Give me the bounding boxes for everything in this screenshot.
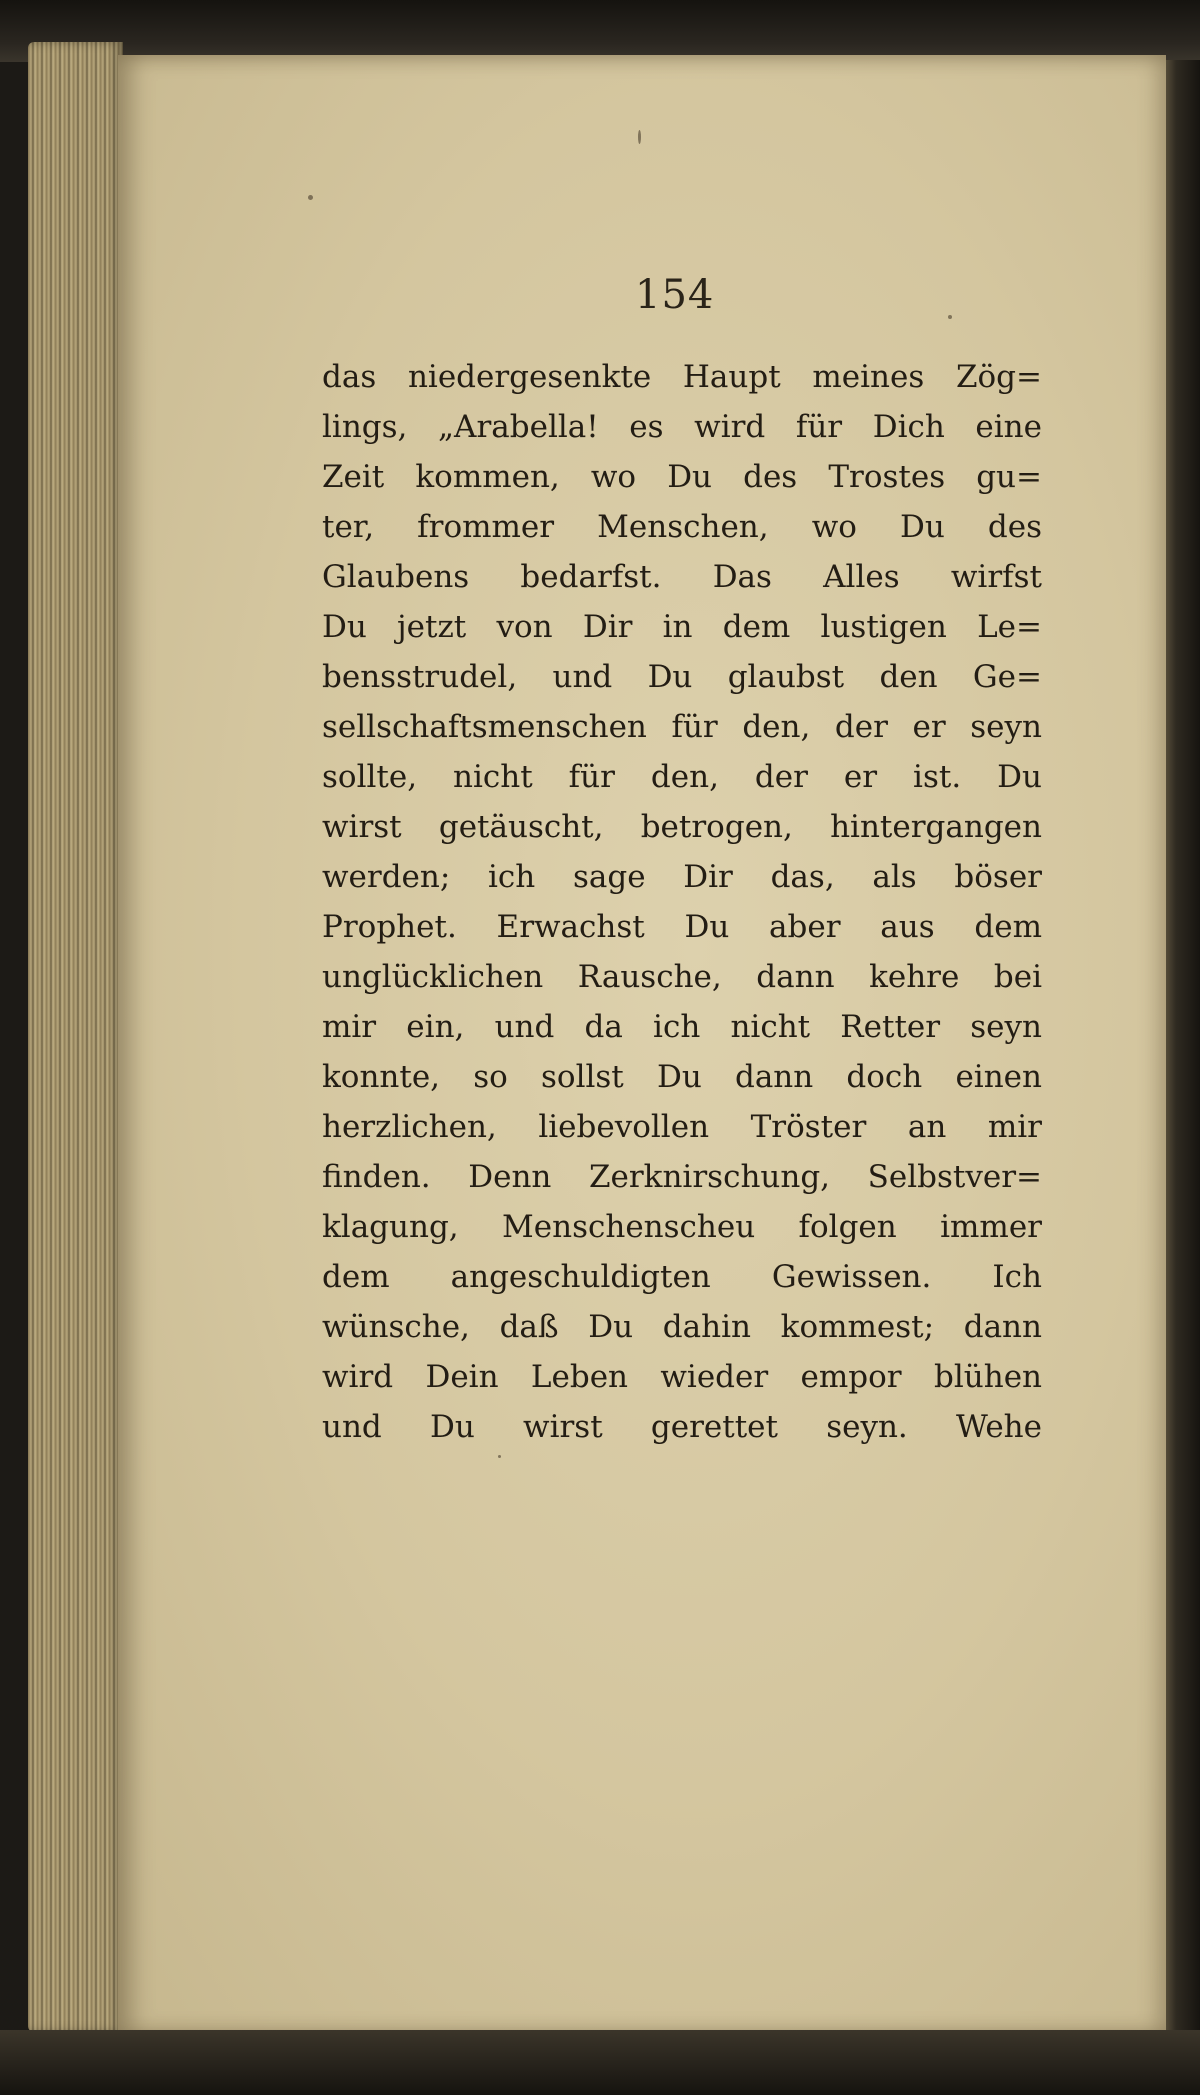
text-line: Du jetzt von Dir in dem lustigen Le=: [322, 609, 1042, 645]
text-line: das niedergesenkte Haupt meines Zög=: [322, 359, 1042, 395]
text-line: konnte, so sollst Du dann doch einen: [322, 1059, 1042, 1095]
text-line: wird Dein Leben wieder empor blühen: [322, 1359, 1042, 1395]
page-edges: [28, 42, 123, 2032]
book-cover-edge: [0, 0, 1200, 62]
text-line: wirst getäuscht, betrogen, hintergangen: [322, 809, 1042, 845]
text-line: Prophet. Erwachst Du aber aus dem: [322, 909, 1042, 945]
text-line: werden; ich sage Dir das, als böser: [322, 859, 1042, 895]
text-line: finden. Denn Zerknirschung, Selbstver=: [322, 1159, 1042, 1195]
text-line: wünsche, daß Du dahin kommest; dann: [322, 1309, 1042, 1345]
bottom-edge-shadow: [0, 2030, 1200, 2095]
text-line: und Du wirst gerettet seyn. Wehe: [322, 1409, 1042, 1445]
text-line: unglücklichen Rausche, dann kehre bei: [322, 959, 1042, 995]
page-number: 154: [635, 272, 715, 318]
text-line: Glaubens bedarfst. Das Alles wirfst: [322, 559, 1042, 595]
text-line: klagung, Menschenscheu folgen immer: [322, 1209, 1042, 1245]
text-line: herzlichen, liebevollen Tröster an mir: [322, 1109, 1042, 1145]
text-line: sollte, nicht für den, der er ist. Du: [322, 759, 1042, 795]
text-line: dem angeschuldigten Gewissen. Ich: [322, 1259, 1042, 1295]
text-line: sellschaftsmenschen für den, der er seyn: [322, 709, 1042, 745]
text-line: mir ein, und da ich nicht Retter seyn: [322, 1009, 1042, 1045]
text-line: Zeit kommen, wo Du des Trostes gu=: [322, 459, 1042, 495]
paper-speck: [638, 130, 641, 144]
body-text: [322, 352, 1042, 1452]
spine-shadow: [1160, 60, 1200, 2035]
paper-speck: [308, 195, 313, 200]
text-line: lings, „Arabella! es wird für Dich eine: [322, 409, 1042, 445]
paper-speck: [498, 1455, 501, 1458]
text-line: bensstrudel, und Du glaubst den Ge=: [322, 659, 1042, 695]
paper-speck: [948, 315, 952, 319]
text-line: ter, frommer Menschen, wo Du des: [322, 509, 1042, 545]
